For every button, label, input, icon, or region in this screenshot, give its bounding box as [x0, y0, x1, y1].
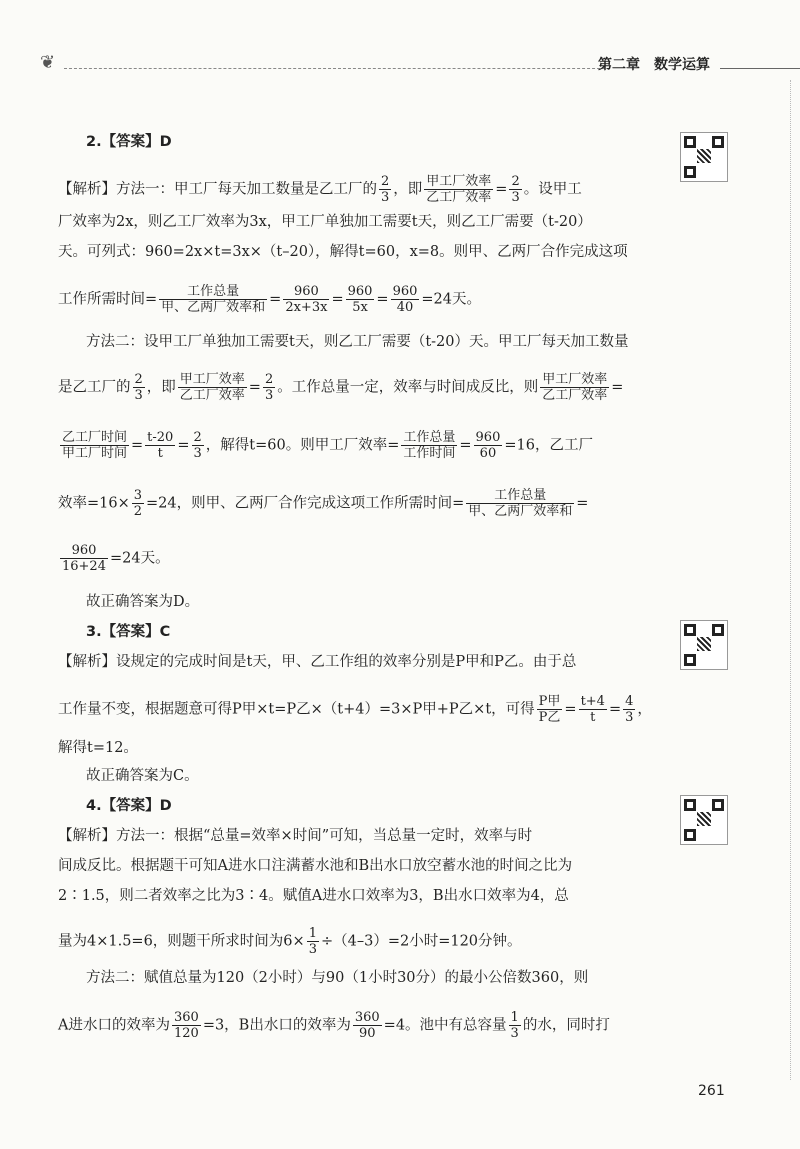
- qr-code-icon[interactable]: [680, 620, 728, 670]
- text-line: $\frac{\text{乙工厂时间}}{\text{甲工厂时间}}$ = $\frac{t-20}{t}$ = $\frac{2}{3}$ ，解得t=60。则甲工厂效率= $\frac{\text{工作总量}}{\text{工作时间}}$ = $\frac{960}{60}$ =16，乙工厂: [62, 430, 593, 461]
- text-line: 厂效率为2x，则乙工厂效率为3x，甲工厂单独加工需要t天，则乙工厂需要（t-20）: [58, 214, 592, 230]
- answer-title: 4.【答案】D: [86, 798, 172, 814]
- text-line: A进水口的效率为 $\frac{360}{120}$ =3，B出水口的效率为 $\frac{360}{90}$ =4。池中有总容量 $\frac{1}{3}$ 的水，同时打: [58, 1010, 610, 1041]
- answer-conclusion: 故正确答案为D。: [86, 594, 200, 610]
- qr-code-icon[interactable]: [680, 795, 728, 845]
- chapter-title: 第二章 数学运算: [598, 57, 710, 73]
- text-line: 工作所需时间= $\frac{\text{工作总量}}{\text{甲、乙两厂效率和}}$ = $\frac{960}{2x+3x}$ = $\frac{960}{5x}$ = $\frac{960}{40}$ =24天。: [58, 284, 482, 315]
- answer-conclusion: 故正确答案为C。: [86, 768, 199, 784]
- text-line: 方法二：设甲工厂单独加工需要t天，则乙工厂需要（t-20）天。甲工厂每天加工数量: [86, 334, 629, 350]
- answer-title: 2.【答案】D: [86, 134, 172, 150]
- text-line: 是乙工厂的 $\frac{2}{3}$ ，即 $\frac{\text{甲工厂效率}}{\text{乙工厂效率}}$ = $\frac{2}{3}$ 。工作总量一定，效率与时间成反比，则 $\frac{\text{甲工厂效率}}{\text{乙工厂效率}}$ =: [58, 372, 624, 403]
- text-line: 方法二：赋值总量为120（2小时）与90（1小时30分）的最小公倍数360，则: [86, 970, 589, 986]
- page-number: 261: [698, 1083, 725, 1099]
- text-line: 【解析】方法一：根据“总量=效率×时间”可知，当总量一定时，效率与时: [58, 828, 533, 844]
- text-line: 解得t=12。: [58, 740, 138, 756]
- text-line: 天。可列式：960=2x×t=3x×（t–20），解得t=60，x=8。则甲、乙两厂合作完成这项: [58, 244, 628, 260]
- header-rule: [64, 68, 610, 69]
- qr-code-icon[interactable]: [680, 132, 728, 182]
- text-line: 量为4×1.5=6，则题干所求时间为6× $\frac{1}{3}$ ÷（4–3）=2小时=120分钟。: [58, 926, 522, 957]
- text-line: 工作量不变，根据题意可得P甲×t=P乙×（t+4）=3×P甲+P乙×t，可得 $\frac{\text{P甲}}{\text{P乙}}$ = $\frac{t+4}{t}$ = $\frac{4}{3}$ ，: [58, 694, 652, 725]
- answer-title: 3.【答案】C: [86, 624, 171, 640]
- page-header: [40, 52, 800, 74]
- text-line: $\frac{960}{16+24}$ =24天。: [62, 543, 170, 574]
- page-edge: [790, 80, 792, 1080]
- sprout-icon: ❦: [40, 52, 56, 73]
- text-line: 【解析】方法一：甲工厂每天加工数量是乙工厂的 $\frac{2}{3}$ ，即 $\frac{\text{甲工厂效率}}{\text{乙工厂效率}}$ = $\frac{2}{3}$ 。设甲工: [58, 174, 582, 205]
- text-line: 间成反比。根据题干可知A进水口注满蓄水池和B出水口放空蓄水池的时间之比为: [58, 858, 573, 874]
- header-rule-right: [720, 68, 800, 69]
- text-line: 效率=16× $\frac{3}{2}$ =24，则甲、乙两厂合作完成这项工作所需时间= $\frac{\text{工作总量}}{\text{甲、乙两厂效率和}}$ =: [58, 488, 589, 519]
- text-line: 【解析】设规定的完成时间是t天，甲、乙工作组的效率分别是P甲和P乙。由于总: [58, 654, 577, 670]
- text-line: 2∶1.5，则二者效率之比为3∶4。赋值A进水口效率为3，B出水口效率为4，总: [58, 888, 569, 904]
